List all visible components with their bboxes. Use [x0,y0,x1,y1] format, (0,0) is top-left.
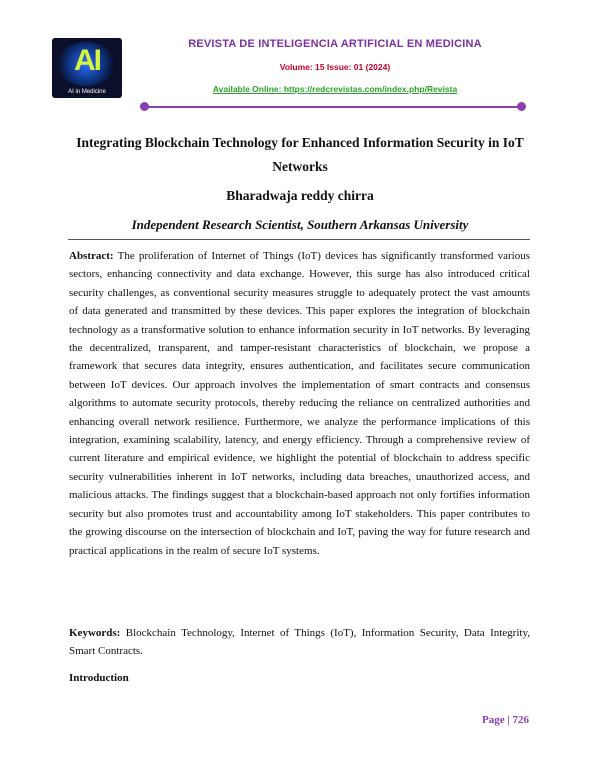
abstract-label: Abstract: [69,250,114,262]
abstract-text: The proliferation of Internet of Things (IoT) devices has significantly transformed various sectors, enhancing connectivity and data exchange. However, this surge has also introduced critical security challenges, as conventional security measures struggle to adequately protect the vast amounts of data generated and transmitted by these devices. This paper explores the integration of blockchain technology as a transformative solution to enhance information security in IoT networks. By leveraging the decentralized, transparent, and tamper-resistant characteristics of blockchain, we propose a framework that secures data integrity, ensures authentication, and facilitates secure communication between IoT devices. Our approach involves the implementation of smart contracts and consensus algorithms to automate security protocols, thereby reducing the reliance on centralized authorities and enhancing overall network resilience. Furthermore, we analyze the performance implications of this integration, examining scalability, latency, and energy efficiency. Through a comprehensive review of current literature and empirical evidence, we highlight the potential of blockchain to address specific security vulnerabilities inherent in IoT networks, including data breaches, unauthorized access, and malicious attacks. The findings suggest that a blockchain-based approach not only fortifies information security but also promotes trust and accountability among IoT stakeholders. This paper contributes to the growing discourse on the intersection of blockchain and IoT, paving the way for future research and practical applications in the realm of secure IoT systems. [69,250,530,557]
journal-url-link[interactable]: Available Online: https://redcrevistas.com/index.php/Revista [212,84,458,94]
title-divider [68,239,530,240]
header-divider [140,102,526,112]
logo-mark: AI [74,44,100,77]
journal-title: REVISTA DE INTELIGENCIA ARTIFICIAL EN MEDICINA [188,38,482,50]
page-number: Page | 726 [481,714,529,726]
divider-dot-right [517,102,526,111]
keywords-label: Keywords: [69,627,121,639]
section-heading-introduction: Introduction [69,672,129,684]
author-affiliation: Independent Research Scientist, Southern Arkansas University [131,217,469,232]
paper-title: Integrating Blockchain Technology for Enhanced Information Security in IoT Networks [76,135,524,174]
logo-caption: AI in Medicine [68,89,106,95]
journal-volume-line: Volume: 15 Issue: 01 (2024) [279,62,391,72]
divider-dot-left [140,102,149,111]
keywords [69,624,530,661]
keywords-text: Blockchain Technology, Internet of Things (IoT), Information Security, Data Integrity, Smart Contracts. [69,627,530,658]
author-name: Bharadwaja reddy chirra [226,188,374,203]
journal-logo [52,38,122,98]
abstract [69,247,530,560]
divider-line [144,106,522,108]
